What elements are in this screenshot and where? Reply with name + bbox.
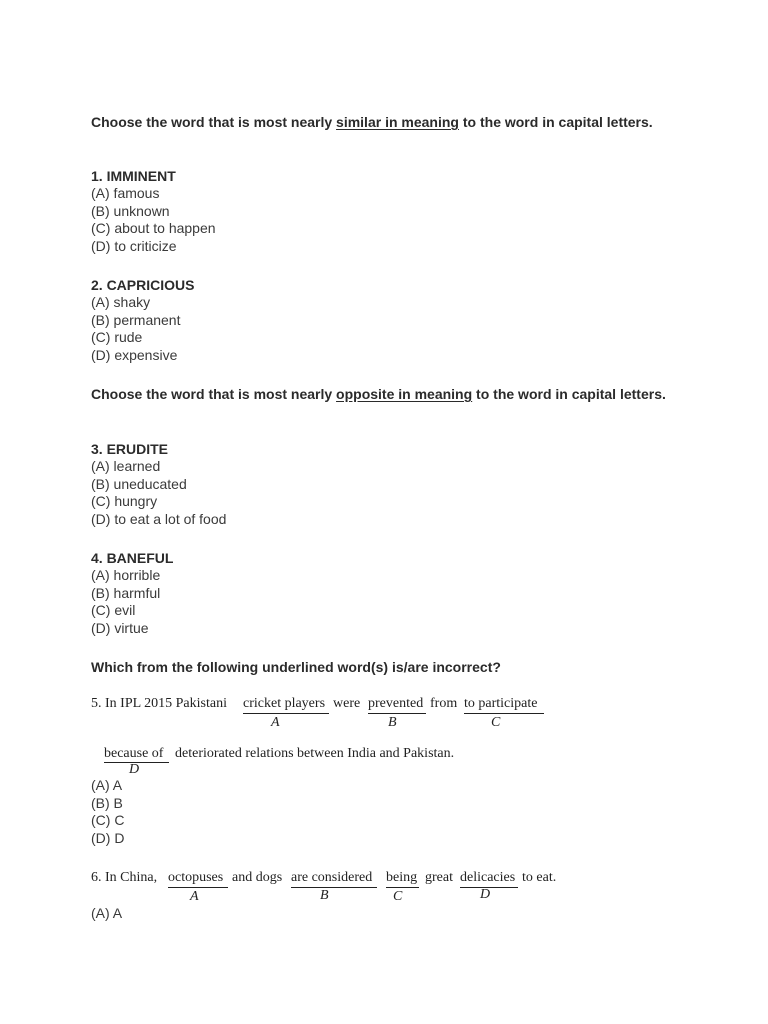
sentence-text: from	[430, 696, 458, 711]
underline-c	[464, 713, 544, 714]
option-c: (C) hungry	[91, 493, 158, 510]
underlined-part-c: to participate	[464, 696, 538, 711]
instruction-similar	[91, 113, 671, 131]
sentence-text: and dogs	[232, 870, 283, 885]
question-2-title: 2. CAPRICIOUS	[91, 277, 195, 293]
option-c: (C) evil	[91, 602, 136, 619]
instruction-underlined-text: opposite in meaning	[336, 386, 473, 402]
sentence-text: 5. In IPL 2015 Pakistani	[91, 696, 227, 711]
question-5-options	[91, 777, 124, 848]
sentence-text: were	[333, 696, 361, 711]
underlined-part-d: because of	[104, 746, 164, 761]
question-4-options	[91, 567, 160, 638]
question-1-options	[91, 185, 216, 256]
question-3-title: 3. ERUDITE	[91, 441, 169, 457]
underline-c	[386, 887, 419, 888]
question-3-options	[91, 458, 226, 529]
instruction-text: to the word in capital letters.	[458, 114, 653, 130]
option-d: (D) to eat a lot of food	[91, 511, 227, 528]
option-b: (B) uneducated	[91, 475, 187, 492]
underlined-part-a: cricket players	[243, 696, 326, 711]
underline-b	[368, 713, 426, 714]
label-b: B	[388, 715, 397, 730]
question-5-sentence	[91, 696, 571, 776]
sentence-text: great	[425, 870, 453, 885]
question-6-sentence	[91, 870, 571, 906]
underlined-part-b: prevented	[368, 696, 424, 711]
underline-a	[243, 713, 329, 714]
label-a: A	[271, 715, 280, 730]
question-4-title: 4. BANEFUL	[91, 550, 174, 566]
question-2-options	[91, 294, 180, 365]
underlined-part-b: are considered	[291, 870, 373, 885]
underline-a	[168, 887, 228, 888]
instruction-text: to the word in capital letters.	[472, 386, 666, 402]
question-6-options	[91, 905, 122, 923]
option-a: (A) horrible	[91, 567, 161, 583]
sentence-text: deteriorated relations between India and Pakistan.	[175, 746, 455, 761]
label-a: A	[190, 889, 199, 904]
option-b: (B) permanent	[91, 311, 181, 328]
label-d: D	[129, 762, 140, 777]
option-c: (C) C	[91, 812, 125, 829]
option-b: (B) harmful	[91, 584, 161, 601]
option-d: (D) virtue	[91, 620, 149, 637]
instruction-opposite	[91, 385, 671, 403]
instruction-text: Choose the word that is most nearly	[91, 114, 337, 130]
instruction-underlined-text: similar in meaning	[336, 114, 459, 130]
option-d: (D) to criticize	[91, 238, 177, 255]
option-d: (D) expensive	[91, 347, 178, 364]
option-b: (B) B	[91, 794, 123, 811]
underlined-part-a: octopuses	[168, 870, 224, 885]
option-c: (C) about to happen	[91, 220, 216, 237]
underline-b	[291, 887, 377, 888]
option-a: (A) A	[91, 777, 123, 793]
option-c: (C) rude	[91, 329, 143, 346]
underlined-part-c: being	[386, 870, 418, 885]
option-a: (A) famous	[91, 185, 160, 201]
label-c: C	[393, 889, 403, 904]
label-c: C	[491, 715, 501, 730]
option-a: (A) shaky	[91, 294, 151, 310]
option-b: (B) unknown	[91, 202, 170, 219]
label-d: D	[480, 887, 491, 902]
option-a: (A) A	[91, 905, 123, 921]
option-a: (A) learned	[91, 458, 161, 474]
question-1-title: 1. IMMINENT	[91, 168, 176, 184]
option-d: (D) D	[91, 830, 125, 847]
sentence-text: to eat.	[522, 870, 557, 885]
label-b: B	[320, 888, 329, 903]
instruction-text: Choose the word that is most nearly	[91, 386, 337, 402]
sentence-text: 6. In China,	[91, 870, 158, 885]
underlined-part-d: delicacies	[460, 870, 516, 885]
instruction-incorrect: Which from the following underlined word(s) is/are incorrect?	[91, 659, 501, 675]
